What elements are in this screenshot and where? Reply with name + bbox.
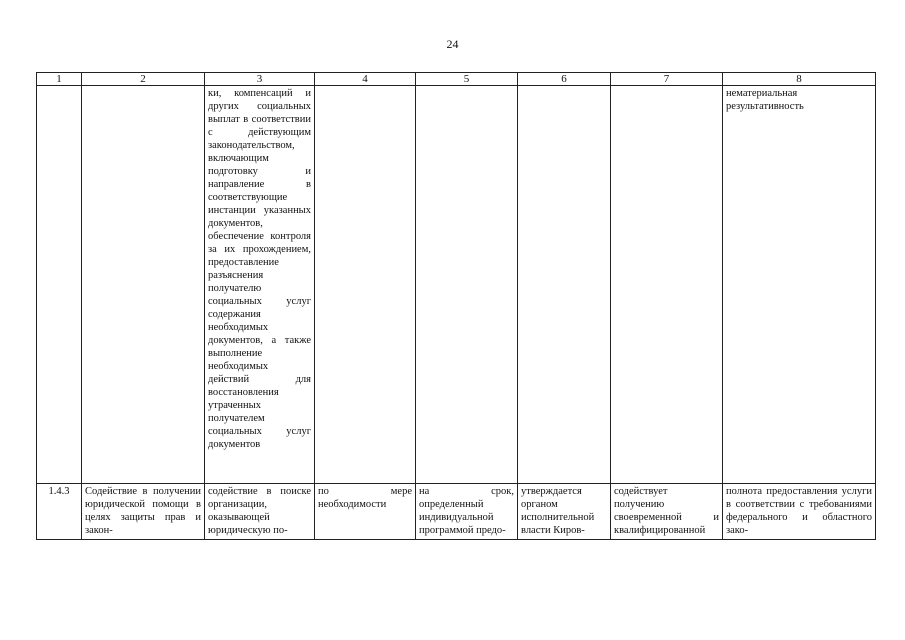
header-col-5: 5 bbox=[416, 73, 518, 86]
header-col-1: 1 bbox=[37, 73, 82, 86]
header-col-3: 3 bbox=[205, 73, 315, 86]
cell-empty bbox=[315, 86, 416, 484]
cell-service-name: Содействие в получении юридической помощи в целях защиты прав и закон- bbox=[82, 484, 205, 540]
cell-empty bbox=[82, 86, 205, 484]
services-table bbox=[36, 72, 876, 540]
cell-result-indicator: нематериальная результативность bbox=[723, 86, 876, 484]
cell-standard: утверждается органом исполнительной власти Киров- bbox=[518, 484, 611, 540]
header-row bbox=[37, 73, 876, 86]
table-row bbox=[37, 86, 876, 484]
header-col-8: 8 bbox=[723, 73, 876, 86]
page-number: 24 bbox=[446, 37, 459, 51]
cell-result-indicator: полнота предоставления услуги в соответствии с требованиями федерального и областного зако- bbox=[723, 484, 876, 540]
header-col-2: 2 bbox=[82, 73, 205, 86]
cell-service-content: содействие в поиске организации, оказывающей юридическую по- bbox=[205, 484, 315, 540]
header-col-6: 6 bbox=[518, 73, 611, 86]
cell-frequency: по мере необходимости bbox=[315, 484, 416, 540]
cell-term: на срок, определенный индивидуальной программой предо- bbox=[416, 484, 518, 540]
cell-item-number: 1.4.3 bbox=[37, 484, 82, 540]
cell-empty bbox=[416, 86, 518, 484]
cell-conditions: содействует получению своевременной и квалифицированной bbox=[611, 484, 723, 540]
cell-empty bbox=[518, 86, 611, 484]
cell-service-content: ки, компенсаций и других социальных выплат в соответствии с действующим законодательством, включающим подготовку и направление в соответствующие инстанции указанных документов, обеспечение контроля за их прохождением, предоставление разъяснения получателю социальных услуг содержания необходимых документов, а также выполнение необходимых действий для восстановления утраченных получателем социальных услуг документов bbox=[205, 86, 315, 484]
cell-empty bbox=[611, 86, 723, 484]
header-col-4: 4 bbox=[315, 73, 416, 86]
table-row bbox=[37, 484, 876, 540]
cell-empty bbox=[37, 86, 82, 484]
header-col-7: 7 bbox=[611, 73, 723, 86]
